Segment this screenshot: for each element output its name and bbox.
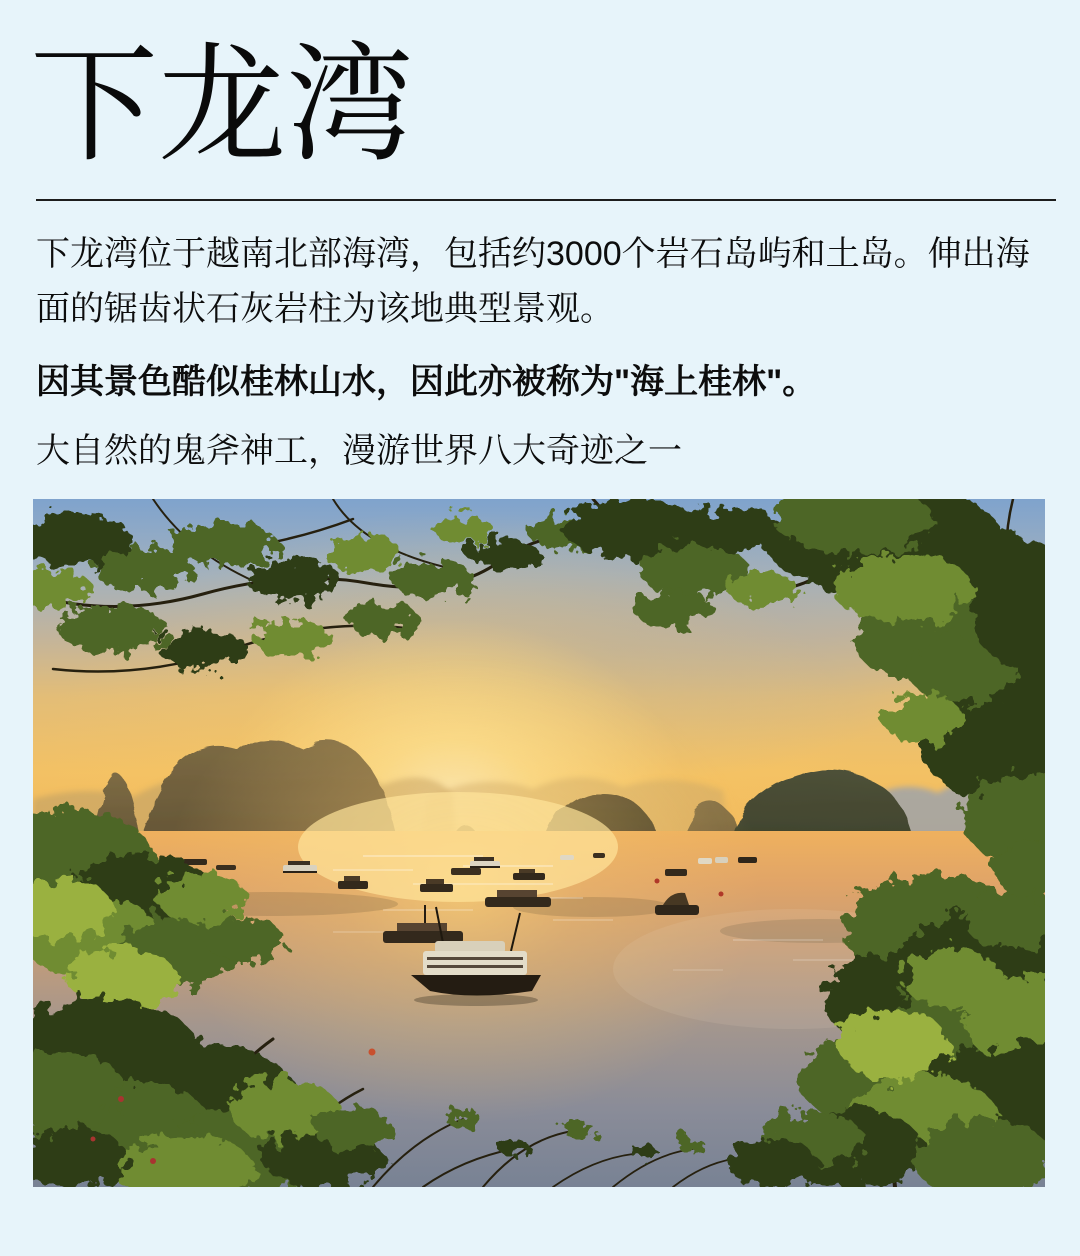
boat [216,865,236,870]
boat [560,855,574,860]
page-title: 下龙湾 [30,34,415,177]
title-divider [36,199,1056,201]
boat [715,857,728,863]
paragraph-note: 大自然的鬼斧神工，漫游世界八大奇迹之一 [36,432,682,471]
buoy [655,879,660,884]
boat [665,869,687,876]
halong-bay-photo [33,499,1045,1187]
boat [593,853,605,858]
buoy [719,892,724,897]
boat [698,858,712,864]
boat [738,857,757,863]
buoy [369,1049,376,1056]
paragraph-highlight: 因其景色酷似桂林山水，因此亦被称为"海上桂林"。 [36,362,817,401]
boat [451,868,481,875]
paragraph-intro: 下龙湾位于越南北部海湾，包括约3000个岩石岛屿和土岛。伸出海面的锯齿状石灰岩柱为该地典型景观。 [36,234,1030,328]
